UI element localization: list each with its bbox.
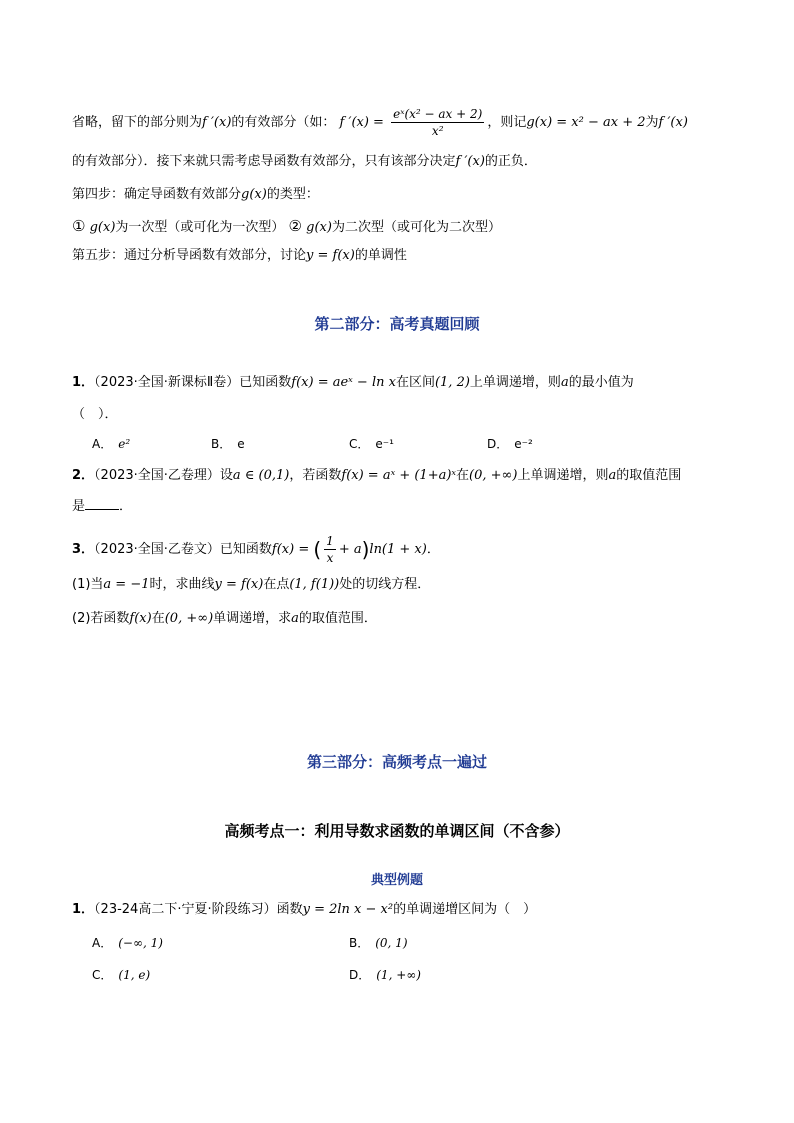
step4-title [72, 185, 319, 205]
paren-right: ) [361, 537, 370, 562]
formula: + a [338, 542, 362, 557]
option-value: e² [118, 437, 131, 451]
circled-number: ② [288, 217, 302, 235]
text: 时，求曲线 [149, 577, 215, 592]
text: 为二次型（或可化为二次型） [331, 220, 501, 235]
step3-line2 [72, 152, 537, 172]
text: ，则记 [487, 115, 527, 130]
text: ． [426, 542, 440, 557]
formula: f ′(x) [202, 115, 232, 130]
fraction-denominator: x [326, 551, 334, 565]
option-b [349, 934, 408, 951]
text: 第五步：通过分析导函数有效部分，讨论 [72, 248, 307, 263]
option-value: e⁻² [514, 437, 533, 451]
question-number: 1． [72, 375, 95, 390]
option-label: A． [92, 936, 113, 950]
question-2 [72, 466, 681, 486]
q3-fraction [324, 533, 336, 566]
formula: (0, +∞) [164, 611, 214, 626]
formula: (1, 2) [434, 375, 470, 390]
fraction-denominator: x² [431, 124, 444, 138]
question-1-paren: （ ）． [72, 407, 118, 422]
text: 在点 [263, 577, 290, 592]
text: 是 [72, 499, 86, 514]
text: ，若函数 [289, 468, 342, 483]
formula: a = −1 [103, 577, 150, 592]
question-2-cont [72, 497, 132, 517]
formula: f(x) = aeˣ − ln x [291, 375, 396, 390]
question-3-sub2 [72, 609, 377, 629]
formula: f ′(x) = [339, 115, 384, 130]
option-value: (0, 1) [375, 936, 408, 950]
section-heading-part3: 第三部分：高频考点一遍过 [306, 753, 487, 771]
text: （2023·全国·乙卷理）设 [94, 468, 233, 483]
section-heading-part2: 第二部分：高考真题回顾 [314, 315, 480, 333]
option-value: (1, +∞) [376, 968, 421, 982]
formula: g(x) [89, 220, 116, 235]
example-fraction [391, 106, 484, 139]
text: 的类型： [266, 187, 319, 202]
text: 的取值范围 [616, 468, 682, 483]
text: 为一次型（或可化为一次型） [115, 220, 285, 235]
formula: (1, f(1)) [289, 577, 340, 592]
text: (1)当 [72, 577, 104, 592]
option-c [92, 966, 150, 983]
option-label: B． [349, 936, 370, 950]
question-number: 1． [72, 902, 95, 917]
question-number: 3． [72, 542, 95, 557]
question-3 [72, 533, 440, 566]
formula: a [608, 468, 617, 483]
option-d [349, 966, 421, 983]
formula: a ∈ (0,1) [232, 468, 290, 483]
text: （23-24高二下·宁夏·阶段练习）函数 [94, 902, 303, 917]
formula: y = f(x) [214, 577, 264, 592]
option-a [92, 934, 163, 951]
text: 的有效部分）．接下来就只需考虑导函数有效部分，只有该部分决定 [72, 154, 456, 169]
text: 上单调递增，则 [517, 468, 609, 483]
formula: g(x) = x² − ax + 2 [526, 115, 646, 130]
text: 的正负． [484, 154, 537, 169]
option-value: (1, e) [118, 968, 151, 982]
text: 的取值范围． [298, 611, 377, 626]
step4-types [72, 216, 501, 238]
text: （2023·全国·乙卷文）已知函数 [94, 542, 272, 557]
option-label: D． [349, 968, 371, 982]
option-label: D． [487, 437, 509, 451]
example-heading: 典型例题 [370, 873, 423, 888]
text: (2)若函数 [72, 611, 130, 626]
formula: ln(1 + x) [369, 542, 427, 557]
step5 [72, 246, 407, 266]
question-number: 2． [72, 468, 95, 483]
text: 的最小值为 [568, 375, 634, 390]
option-a [92, 435, 130, 452]
circled-number: ① [72, 217, 86, 235]
example-1 [72, 900, 536, 920]
text: 的有效部分（如： [231, 115, 336, 130]
paren-left: ( [313, 537, 322, 562]
text: 的单调递增区间为（ ） [393, 902, 537, 917]
formula: f(x) = aˣ + (1+a)ˣ [341, 468, 457, 483]
formula: f ′(x) [455, 154, 485, 169]
text: 单调递增，求 [213, 611, 292, 626]
question-1 [72, 373, 634, 393]
question-3-sub1 [72, 575, 430, 595]
option-value: (−∞, 1) [118, 936, 163, 950]
formula: f(x) = [271, 542, 310, 557]
formula: f ′(x) [658, 115, 688, 130]
option-label: C． [349, 437, 370, 451]
topic-heading: 高频考点一：利用导数求函数的单调区间（不含参） [224, 822, 570, 840]
formula: y = 2ln x − x² [302, 902, 394, 917]
option-value: e⁻¹ [375, 437, 394, 451]
formula: a [560, 375, 569, 390]
text: （2023·全国·新课标Ⅱ卷）已知函数 [94, 375, 292, 390]
option-b [211, 435, 245, 452]
fraction-numerator: 1 [326, 534, 334, 548]
option-c [349, 435, 394, 452]
text: 处的切线方程． [339, 577, 431, 592]
answer-blank[interactable] [85, 509, 119, 510]
option-label: B． [211, 437, 232, 451]
text: 第四步：确定导函数有效部分 [72, 187, 242, 202]
formula: g(x) [241, 187, 267, 202]
formula: (0, +∞) [469, 468, 518, 483]
option-value: e [237, 437, 245, 451]
text: 在 [456, 468, 470, 483]
step3-line1 [72, 106, 688, 139]
formula: a [291, 611, 299, 626]
text: 省略，留下的部分则为 [72, 115, 203, 130]
text: 上单调递增，则 [469, 375, 561, 390]
option-d [487, 435, 533, 452]
formula: y = f(x) [306, 248, 355, 263]
formula: g(x) [306, 220, 332, 235]
text: 在 [151, 611, 165, 626]
option-label: C． [92, 968, 113, 982]
fraction-numerator: eˣ(x² − ax + 2) [393, 107, 483, 121]
text: 为 [645, 115, 659, 130]
text: 在区间 [395, 375, 435, 390]
formula: f(x) [129, 611, 152, 626]
option-label: A． [92, 437, 113, 451]
text: ． [119, 499, 133, 514]
text: 的单调性 [354, 248, 407, 263]
